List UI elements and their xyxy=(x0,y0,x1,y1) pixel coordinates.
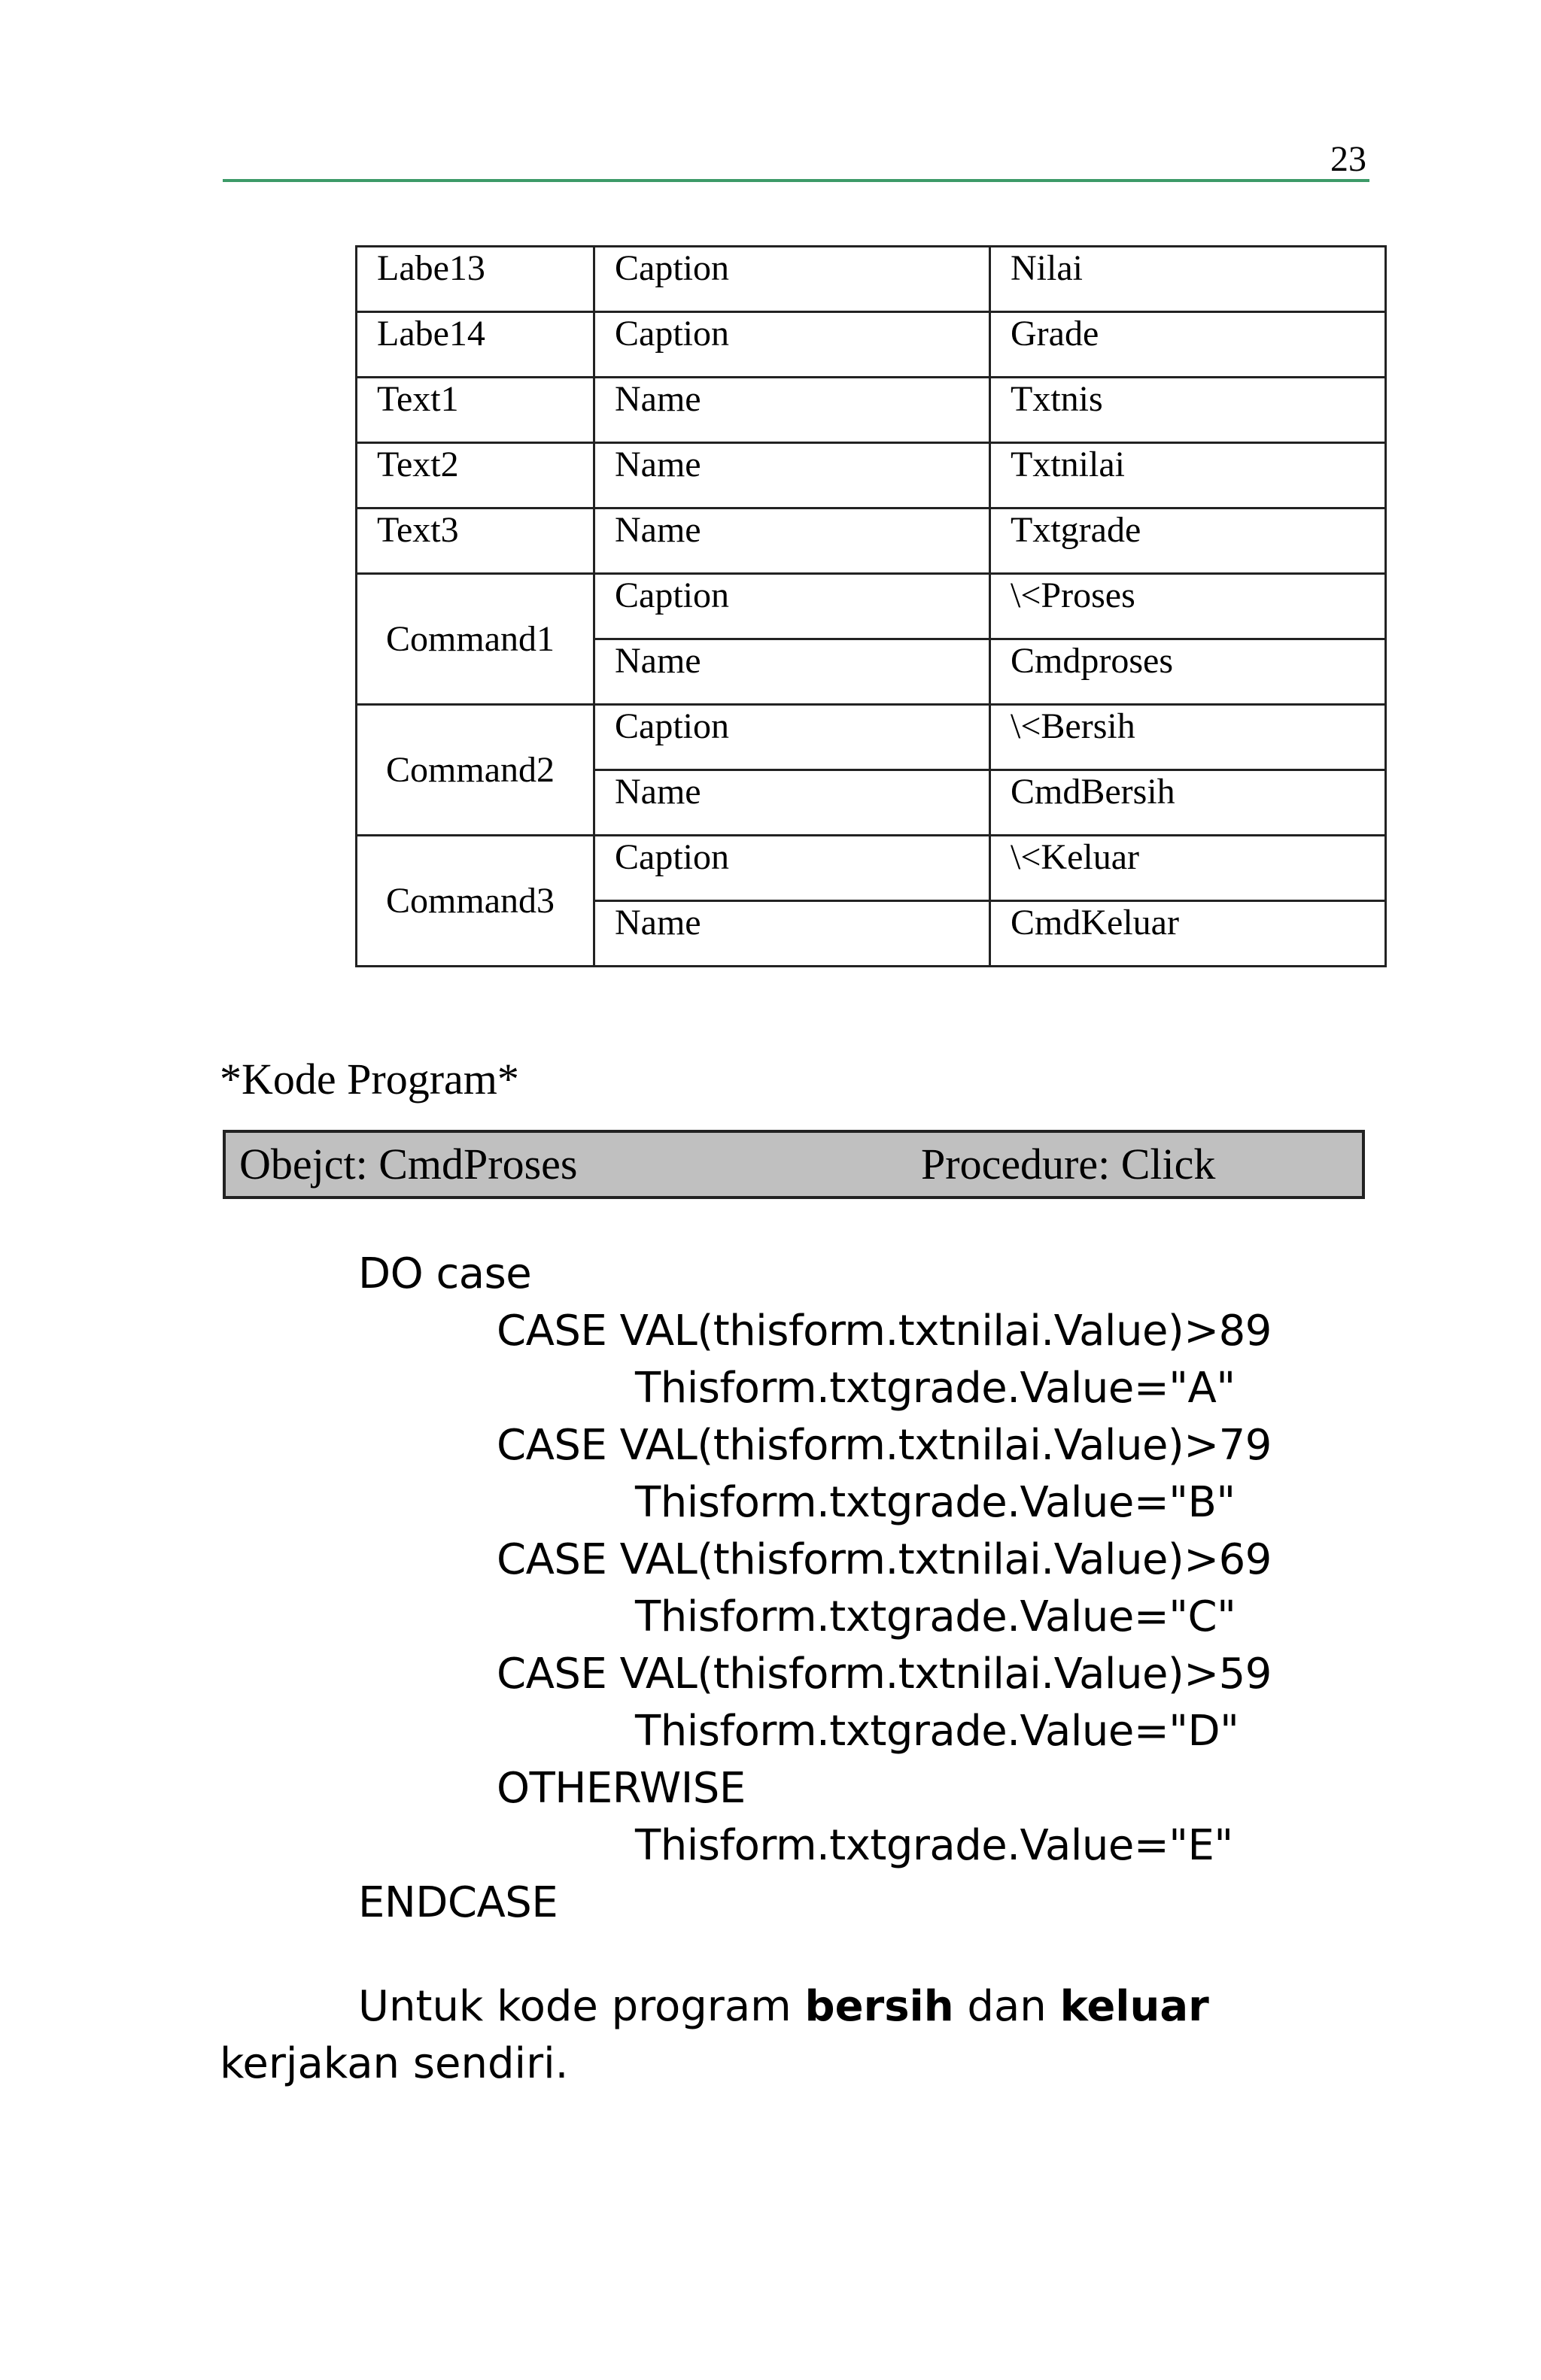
value-cell: \<Keluar xyxy=(990,836,1386,901)
property-cell: Name xyxy=(594,443,990,508)
property-cell: Caption xyxy=(594,247,990,312)
value-cell: Grade xyxy=(990,312,1386,378)
object-cell: Command1 xyxy=(357,574,594,705)
object-cell: Labe13 xyxy=(357,247,594,312)
object-cell: Text3 xyxy=(357,508,594,574)
property-cell: Name xyxy=(594,901,990,967)
value-cell: Txtgrade xyxy=(990,508,1386,574)
object-cell: Labe14 xyxy=(357,312,594,378)
note-text: Untuk kode program xyxy=(358,1982,792,2031)
code-line: CASE VAL(thisform.txtnilai.Value)>79 xyxy=(497,1421,1272,1470)
table-row xyxy=(357,378,1386,443)
table-row xyxy=(357,443,1386,508)
note-paragraph xyxy=(220,1978,1378,2093)
table-row xyxy=(357,312,1386,378)
property-cell: Caption xyxy=(594,836,990,901)
code-line: Thisform.txtgrade.Value="C" xyxy=(635,1592,1236,1641)
section-title: *Kode Program* xyxy=(220,1055,519,1103)
table-row xyxy=(357,574,1386,639)
note-bold-bersih: bersih xyxy=(804,1982,954,2031)
note-text: dan xyxy=(967,1982,1047,2031)
table-row xyxy=(357,705,1386,770)
code-line: Thisform.txtgrade.Value="B" xyxy=(635,1478,1236,1527)
value-cell: CmdKeluar xyxy=(990,901,1386,967)
object-cell: Command3 xyxy=(357,836,594,967)
code-line: Thisform.txtgrade.Value="A" xyxy=(635,1364,1236,1413)
value-cell: CmdBersih xyxy=(990,770,1386,836)
value-cell: \<Bersih xyxy=(990,705,1386,770)
procedure-label: Procedure: Click xyxy=(921,1140,1216,1188)
code-line: OTHERWISE xyxy=(497,1764,746,1813)
object-label: Obejct: CmdProses xyxy=(239,1140,578,1188)
property-cell: Name xyxy=(594,639,990,705)
value-cell: Txtnilai xyxy=(990,443,1386,508)
code-line: DO case xyxy=(358,1249,532,1298)
code-line: Thisform.txtgrade.Value="E" xyxy=(635,1821,1233,1870)
value-cell: \<Proses xyxy=(990,574,1386,639)
table-row xyxy=(357,508,1386,574)
table-row xyxy=(357,836,1386,901)
property-cell: Name xyxy=(594,378,990,443)
code-line: ENDCASE xyxy=(358,1878,558,1927)
code-line: CASE VAL(thisform.txtnilai.Value)>89 xyxy=(497,1307,1272,1355)
header-divider xyxy=(223,179,1369,182)
object-cell: Command2 xyxy=(357,705,594,836)
code-line: Thisform.txtgrade.Value="D" xyxy=(635,1707,1239,1756)
property-cell: Caption xyxy=(594,705,990,770)
property-cell: Name xyxy=(594,508,990,574)
property-cell: Caption xyxy=(594,574,990,639)
page-number: 23 xyxy=(1330,139,1366,179)
value-cell: Cmdproses xyxy=(990,639,1386,705)
value-cell: Nilai xyxy=(990,247,1386,312)
object-procedure-bar xyxy=(223,1130,1365,1199)
note-text: kerjakan sendiri. xyxy=(220,2039,569,2088)
code-line: CASE VAL(thisform.txtnilai.Value)>69 xyxy=(497,1535,1272,1584)
table-row xyxy=(357,247,1386,312)
property-cell: Caption xyxy=(594,312,990,378)
property-cell: Name xyxy=(594,770,990,836)
object-cell: Text1 xyxy=(357,378,594,443)
object-cell: Text2 xyxy=(357,443,594,508)
note-bold-keluar: keluar xyxy=(1059,1982,1209,2031)
value-cell: Txtnis xyxy=(990,378,1386,443)
properties-table xyxy=(355,245,1387,967)
code-line: CASE VAL(thisform.txtnilai.Value)>59 xyxy=(497,1650,1272,1698)
